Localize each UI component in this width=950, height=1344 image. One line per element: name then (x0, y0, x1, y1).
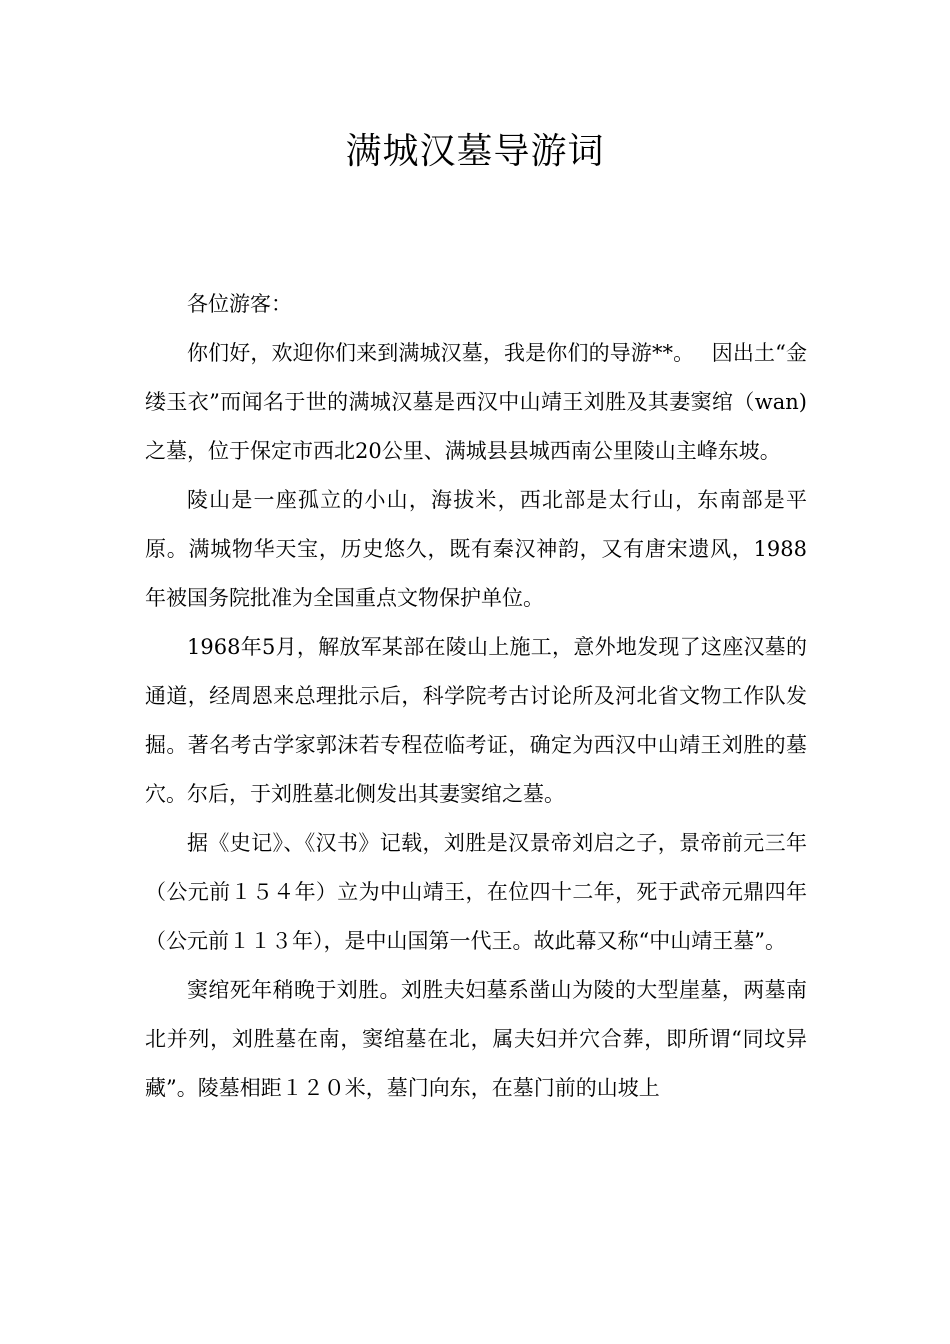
document-body (145, 280, 807, 1113)
paragraph-greeting: 各位游客： (187, 292, 292, 316)
paragraph-discovery: 1968年5月，解放军某部在陵山上施工，意外地发现了这座汉墓的通道，经周恩来总理批示后，科学院考古讨论所及河北省文物工作队发掘。著名考古学家郭沫若专程莅临考证，确定为西汉中山靖王刘胜的墓穴。尔后，于刘胜墓北侧发出其妻窦绾之墓。 (145, 635, 807, 806)
paragraph-lingshan: 陵山是一座孤立的小山，海拔米，西北部是太行山，东南部是平原。满城物华天宝，历史悠久，既有秦汉神韵，又有唐宋遗风，1988年被国务院批准为全国重点文物保护单位。 (145, 488, 807, 610)
document-title: 满城汉墓导游词 (345, 131, 605, 172)
paragraph-history: 据《史记》、《汉书》记载，刘胜是汉景帝刘启之子，景帝前元三年（公元前１５４年）立为中山靖王，在位四十二年，死于武帝元鼎四年（公元前１１３年），是中山国第一代王。故此幕又称“中山靖王墓”。 (145, 831, 807, 953)
paragraph-intro: 你们好，欢迎你们来到满城汉墓，我是你们的导游**。 因出土“金缕玉衣”而闻名于世的满城汉墓是西汉中山靖王刘胜及其妻窦绾（wan)之墓，位于保定市西北20公里、满城县县城西南公里陵山主峰东坡。 (145, 341, 807, 463)
paragraph-tomb-layout: 窦绾死年稍晚于刘胜。刘胜夫妇墓系凿山为陵的大型崖墓，两墓南北并列，刘胜墓在南，窦绾墓在北，属夫妇并穴合葬，即所谓“同坟异藏”。陵墓相距１２０米，墓门向东，在墓门前的山坡上 (145, 978, 807, 1100)
